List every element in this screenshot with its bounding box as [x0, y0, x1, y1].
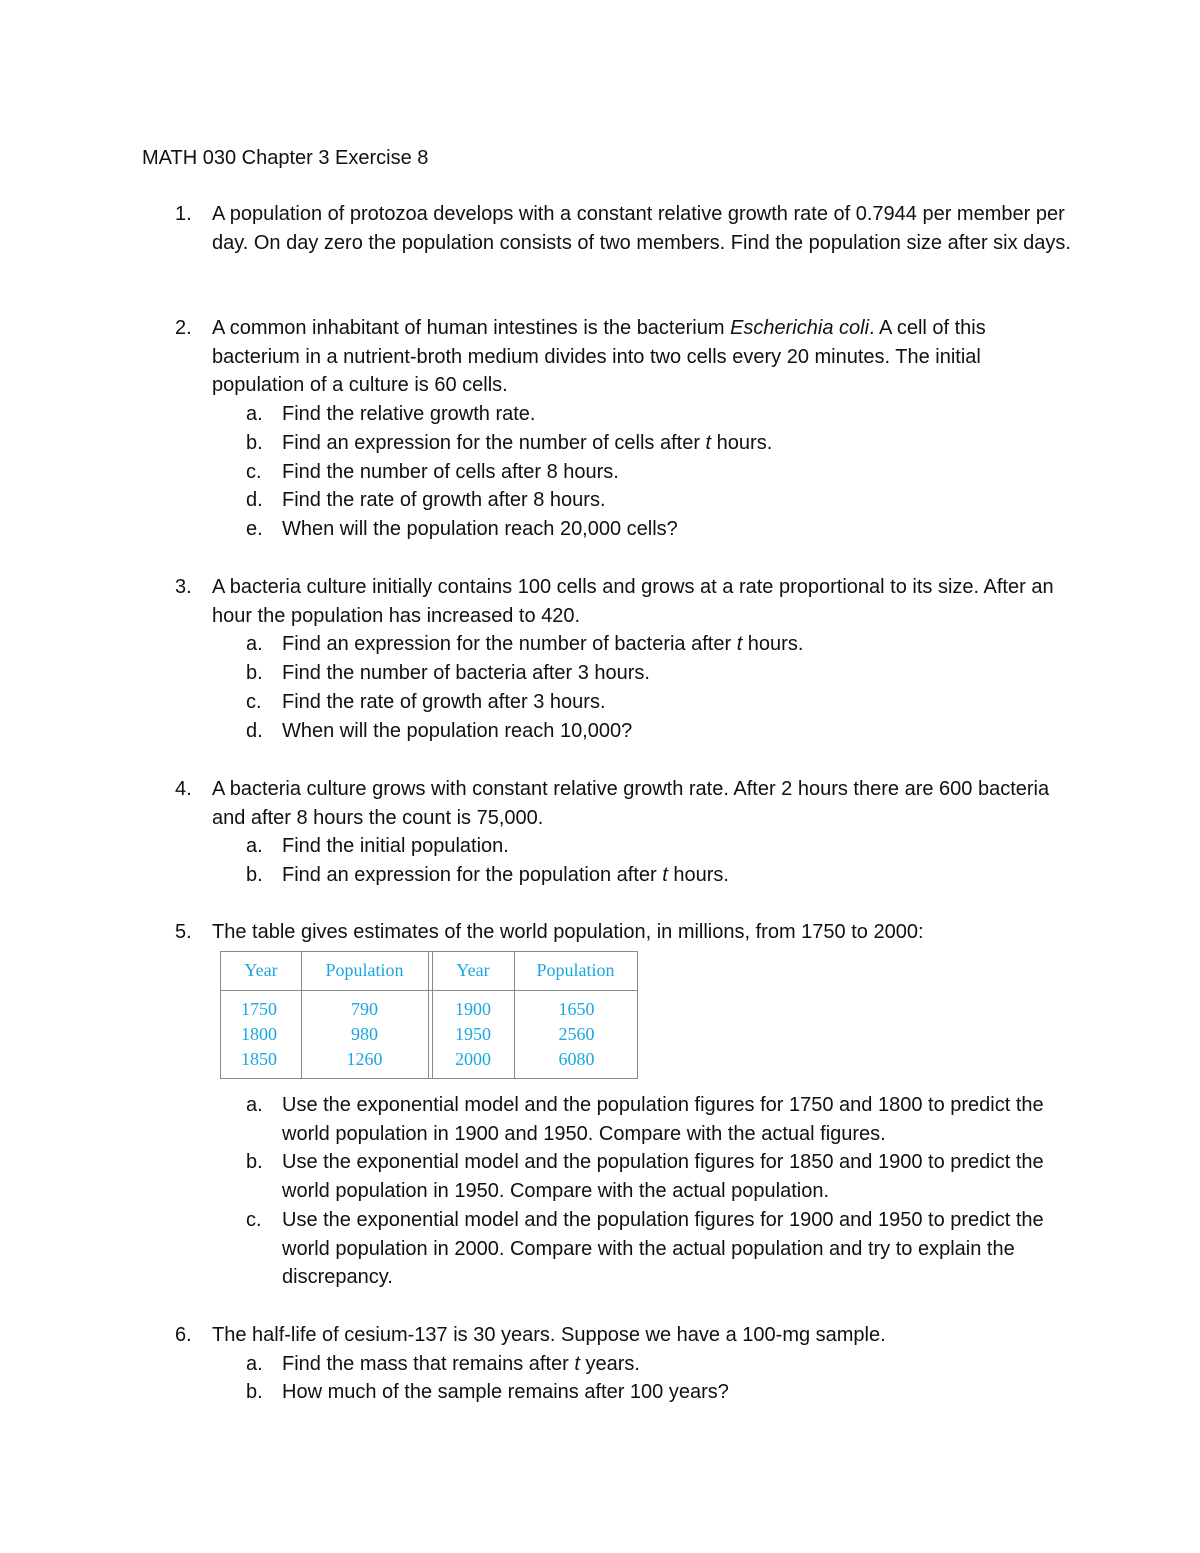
problem-5: [142, 918, 1072, 947]
list-item: c. Find the number of cells after 8 hours.: [246, 460, 619, 483]
list-item: c. Use the exponential model and the population figures for 1900 and 1950 to predict the world population in 2000. Compare with the actual population and try to explain the discrepancy.: [246, 1208, 1044, 1289]
population-table: [220, 951, 638, 1079]
problem-5-parts: [142, 1091, 1072, 1292]
list-item: a. Find the relative growth rate.: [246, 403, 536, 426]
table-header-population: Population: [325, 960, 404, 980]
problem-number: 6.: [175, 1324, 192, 1346]
table-header-population: Population: [536, 960, 615, 980]
problem-number: 3.: [175, 576, 192, 598]
table-column-populations: 1650 2560 6080: [558, 999, 595, 1069]
document-title: MATH 030 Chapter 3 Exercise 8: [142, 147, 429, 169]
problem-text: A bacteria culture initially contains 100 cells and grows at a rate proportional to its size. After an hour the population has increased to 420.: [212, 576, 1054, 627]
problem-number: 2.: [175, 317, 192, 339]
problem-6: [142, 1321, 1072, 1407]
table-column-populations: 790 980 1260: [346, 999, 383, 1069]
table-column-years: 1900 1950 2000: [455, 999, 491, 1069]
species-name: Escherichia coli: [730, 317, 870, 339]
list-item: e. When will the population reach 20,000 cells?: [246, 517, 678, 540]
table-column-years: 1750 1800 1850: [241, 999, 277, 1069]
list-item: b. Find the number of bacteria after 3 hours.: [246, 662, 650, 685]
list-item: d. Find the rate of growth after 8 hours.: [246, 489, 606, 512]
problem-number: 4.: [175, 778, 192, 800]
problem-4: [142, 775, 1072, 890]
list-item: d. When will the population reach 10,000?: [246, 719, 633, 742]
problem-text: The table gives estimates of the world population, in millions, from 1750 to 2000:: [212, 921, 924, 943]
list-item: b. Find an expression for the number of cells after t hours.: [246, 431, 773, 454]
problem-text: A bacteria culture grows with constant relative growth rate. After 2 hours there are 600 bacteria and after 8 hours the count is 75,000.: [212, 778, 1050, 829]
list-item: b. How much of the sample remains after 100 years?: [246, 1381, 729, 1404]
problem-3: [142, 573, 1072, 745]
list-item: a. Use the exponential model and the population figures for 1750 and 1800 to predict the world population in 1900 and 1950. Compare with the actual figures.: [246, 1094, 1044, 1145]
list-item: b. Use the exponential model and the population figures for 1850 and 1900 to predict the world population in 1950. Compare with the actual population.: [246, 1151, 1044, 1203]
list-item: b. Find an expression for the population after t hours.: [246, 864, 729, 887]
problem-text: A common inhabitant of human intestines is the bacterium Escherichia coli. A cell of this bacterium in a nutrient-broth medium divides into two cells every 20 minutes. The initial population of a culture is 60 cells.: [212, 317, 986, 397]
problem-2: [142, 314, 1072, 544]
table-header-year: Year: [456, 960, 490, 980]
list-item: a. Find the initial population.: [246, 835, 509, 858]
problem-number: 1.: [175, 203, 192, 225]
list-item: a. Find the mass that remains after t years.: [246, 1352, 640, 1375]
table-divider: [428, 952, 429, 1078]
table-header-divider: [221, 990, 637, 991]
problem-1: [142, 200, 1072, 257]
table-header-year: Year: [244, 960, 278, 980]
list-item: c. Find the rate of growth after 3 hours.: [246, 690, 606, 713]
list-item: a. Find an expression for the number of bacteria after t hours.: [246, 633, 804, 656]
problem-text: A population of protozoa develops with a constant relative growth rate of 0.7944 per member per day. On day zero the population consists of two members. Find the population size after six days.: [212, 203, 1071, 254]
problem-text: The half-life of cesium-137 is 30 years. Suppose we have a 100-mg sample.: [212, 1324, 886, 1346]
problem-number: 5.: [175, 921, 192, 943]
